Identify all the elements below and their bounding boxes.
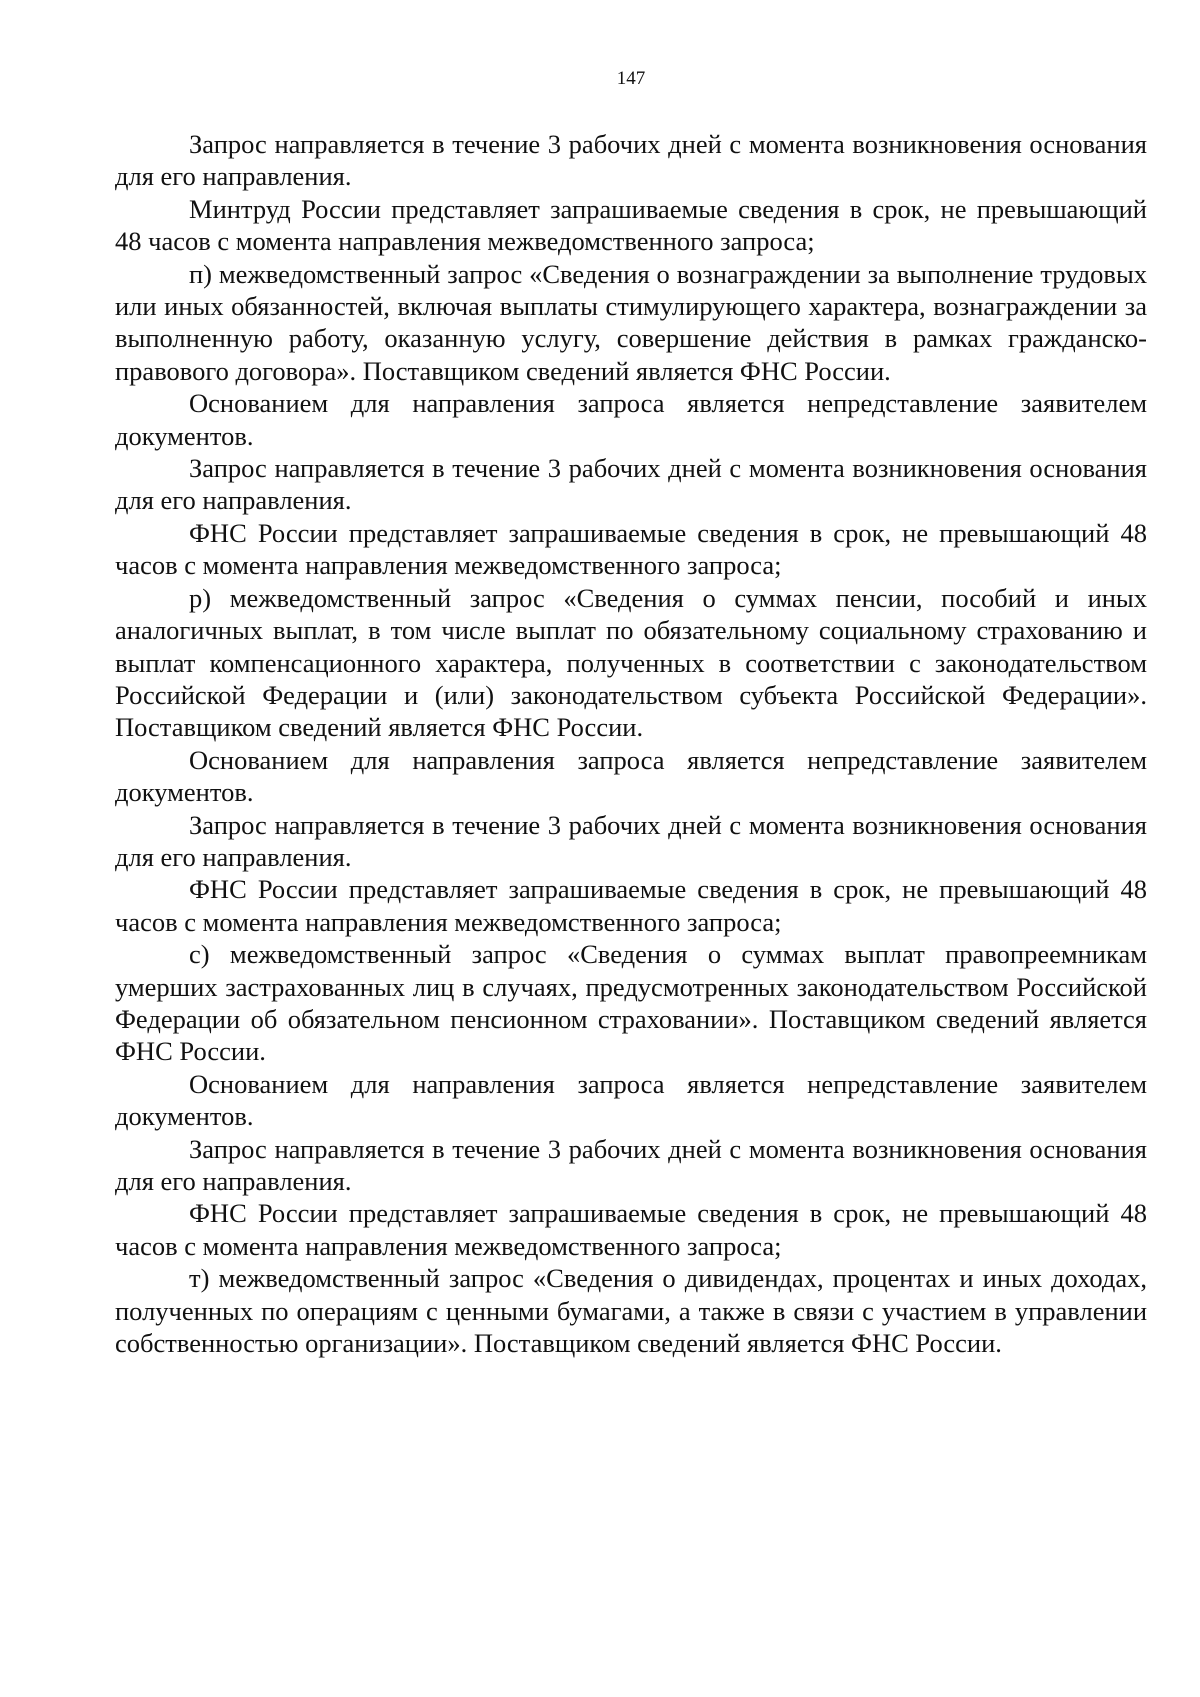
paragraph: Основанием для направления запроса является непредставление заявителем документов. [115,388,1147,451]
paragraph: Запрос направляется в течение 3 рабочих дней с момента возникновения основания для его направления. [115,129,1147,192]
paragraph: т) межведомственный запрос «Сведения о дивидендах, процентах и иных доходах, полученных по операциям с ценными бумагами, а также в связи с участием в управлении собственностью организации». Поставщиком сведений является ФНС России. [115,1263,1147,1359]
page-number: 147 [616,68,646,89]
paragraph: ФНС России представляет запрашиваемые сведения в срок, не превышающий 48 часов с момента направления межведомственного запроса; [115,1198,1147,1261]
paragraph: п) межведомственный запрос «Сведения о вознаграждении за выполнение трудовых или иных обязанностей, включая выплаты стимулирующего характера, вознаграждении за выполненную работу, оказанную услугу, совершение действия в рамках гражданско-правового договора». Поставщиком сведений является ФНС России. [115,258,1147,386]
paragraph: Минтруд России представляет запрашиваемые сведения в срок, не превышающий 48 часов с момента направления межведомственного запроса; [115,193,1147,257]
paragraph: Запрос направляется в течение 3 рабочих дней с момента возникновения основания для его направления. [115,809,1147,872]
paragraph: Основанием для направления запроса является непредставление заявителем документов. [115,1068,1147,1132]
paragraph: Запрос направляется в течение 3 рабочих дней с момента возникновения основания для его направления. [115,1133,1147,1196]
paragraph: с) межведомственный запрос «Сведения о суммах выплат правопреемникам умерших застрахованных лиц в случаях, предусмотренных законодательством Российской Федерации об обязательном пенсионном страховании». Поставщиком сведений является ФНС России. [115,939,1147,1067]
body-text [115,128,1147,1359]
paragraph: ФНС России представляет запрашиваемые сведения в срок, не превышающий 48 часов с момента направления межведомственного запроса; [115,874,1147,937]
paragraph: ФНС России представляет запрашиваемые сведения в срок, не превышающий 48 часов с момента направления межведомственного запроса; [115,517,1147,581]
paragraph: Основанием для направления запроса является непредставление заявителем документов. [115,744,1147,808]
paragraph: Запрос направляется в течение 3 рабочих дней с момента возникновения основания для его направления. [115,453,1147,516]
paragraph: р) межведомственный запрос «Сведения о суммах пенсии, пособий и иных аналогичных выплат, в том числе выплат по обязательному социальному страхованию и выплат компенсационного характера, полученных в соответствии с законодательством Российской Федерации и (или) законодательством субъекта Российской Федерации». Поставщиком сведений является ФНС России. [115,582,1147,743]
